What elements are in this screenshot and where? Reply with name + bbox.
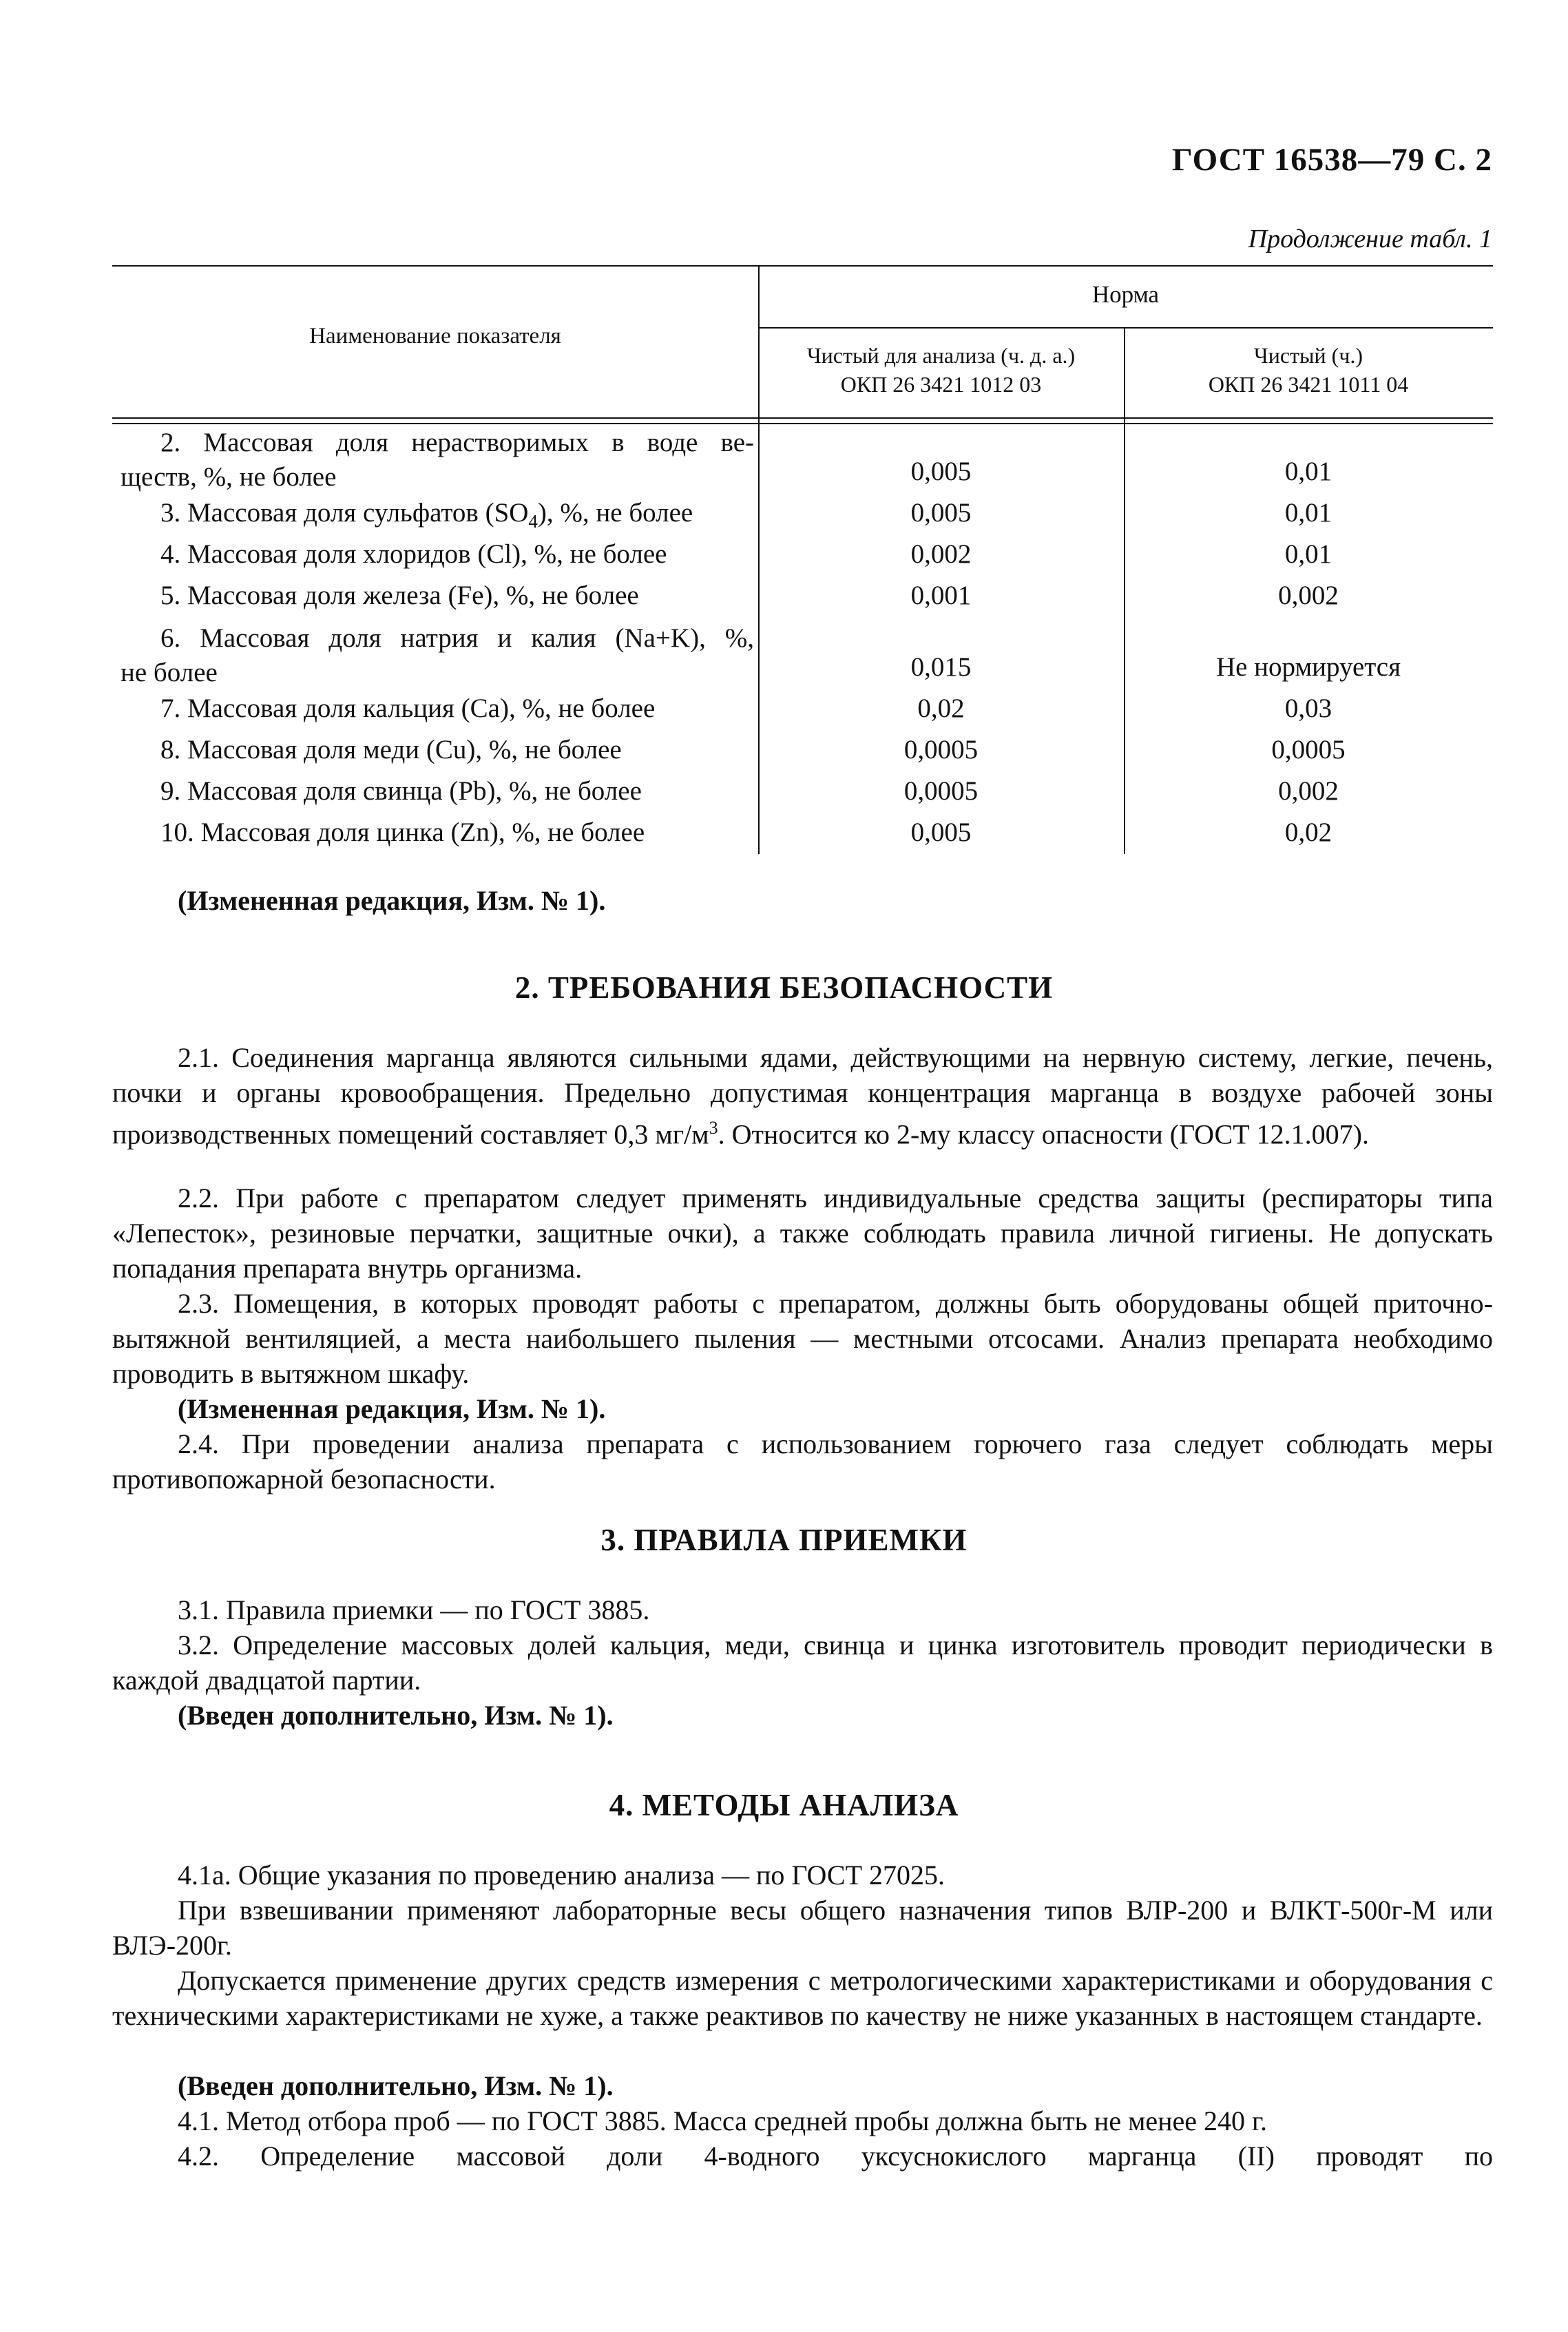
document-header: ГОСТ 16538—79 С. 2 [1171, 142, 1492, 178]
table-caption: Продолжение табл. 1 [1248, 225, 1492, 253]
paragraph-2-4: 2.4. При проведении анализа препарата с использованием горючего газа следует соблюдать меры противопожарной безопасности. [112, 1428, 1493, 1495]
paragraph-4-1: 4.1. Метод отбора проб — по ГОСТ 3885. Масса средней пробы должна быть не менее 240 г. [178, 2105, 1267, 2136]
table-cell-value: 0,005 [910, 457, 972, 486]
paragraph-2-3: 2.3. Помещения, в которых проводят работы с препаратом, должны быть оборудованы общей приточно-вытяжной вентиляцией, а места наибольшего пыления — местными отсосами. Анализ препарата необходимо проводить в вытяжном шкафу. [112, 1288, 1493, 1389]
table-cell-value: 0,0005 [1271, 735, 1346, 764]
table-cell-value: 0,0005 [903, 776, 979, 806]
table-top-rule [112, 265, 1493, 267]
table-row-label: 8. Массовая доля меди (Cu), %, не более [160, 735, 622, 764]
paragraph-2-1-text: 2.1. Соединения марганца являются сильными ядами, действующими на нервную систему, легкие, печень, почки и органы кровообращения. Предельно допустимая концентрация марганца в воздухе рабочей зоны производственных помещений составляет 0,3 мг/м [112, 1042, 1493, 1150]
table-row-label-subscript: 4 [528, 510, 538, 532]
amendment-note: (Введен дополнительно, Изм. № 1). [178, 2070, 614, 2101]
paragraph-3-1: 3.1. Правила приемки — по ГОСТ 3885. [178, 1594, 650, 1625]
table-row-label: 5. Массовая доля железа (Fe), %, не более [160, 581, 639, 610]
table-header-rule [112, 417, 1493, 419]
section-3-title: 3. ПРАВИЛА ПРИЕМКИ [600, 1523, 968, 1557]
paragraph-2-2: 2.2. При работе с препаратом следует применять индивидуальные средства защиты (респираторы типа «Лепесток», резиновые перчатки, защитные очки), а также соблюдать правила личной гигиены. Не допускать попадания препарата внутрь организма. [112, 1183, 1493, 1284]
paragraph-4-1a: 4.1а. Общие указания по проведению анализа — по ГОСТ 27025. [178, 1860, 945, 1891]
table-cell-value: 0,005 [910, 818, 972, 847]
table-cell-value: 0,002 [1278, 776, 1339, 806]
paragraph-4-1a-scales: При взвешивании применяют лабораторные весы общего назначения типов ВЛР-200 и ВЛКТ-500г-М или ВЛЭ-200г. [112, 1895, 1493, 1961]
amendment-note: (Введен дополнительно, Изм. № 1). [178, 1700, 614, 1731]
table-header-norma: Норма [1091, 281, 1160, 308]
table-header-name: Наименование показателя [309, 324, 561, 348]
table-row-label-line2: не более [121, 658, 218, 687]
table-row-label [121, 621, 754, 690]
table-header-col2-line1: Чистый (ч.) [1253, 343, 1363, 368]
amendment-note: (Измененная редакция, Изм. № 1). [178, 885, 606, 916]
table-row-label: 7. Массовая доля кальция (Ca), %, не более [160, 694, 656, 723]
amendment-note: (Измененная редакция, Изм. № 1). [178, 1393, 606, 1424]
table-header-col2 [1124, 341, 1493, 399]
table-cell-value: 0,02 [1284, 818, 1332, 847]
table-header-col2-line2: ОКП 26 3421 1011 04 [1208, 372, 1409, 397]
table-cell-value: 0,002 [910, 539, 972, 569]
table-cell-value: 0,001 [910, 581, 972, 610]
paragraph-2-1 [112, 1040, 1493, 1152]
table-header-col1-line2: ОКП 26 3421 1012 03 [840, 372, 1042, 397]
table-cell-value: 0,01 [1284, 498, 1332, 528]
paragraph-4-1a-other: Допускается применение других средств измерения с метрологическими характеристиками и оборудования с техническими характеристиками не хуже, а также реактивов по качеству не ниже указанных в настоящем стандарте. [112, 1965, 1493, 2031]
table-cell-value: 0,01 [1284, 457, 1332, 486]
paragraph-2-1-superscript: 3 [709, 1118, 718, 1138]
table-cell-value: 0,03 [1284, 694, 1332, 723]
table-header-col1-line1: Чистый для анализа (ч. д. а.) [806, 343, 1076, 368]
table-row-label-line1: 6. Массовая доля натрия и калия (Na+K), %, [160, 623, 754, 653]
section-2-title: 2. ТРЕБОВАНИЯ БЕЗОПАСНОСТИ [514, 970, 1054, 1005]
table-cell-value: 0,02 [917, 694, 965, 723]
table-row-label [121, 496, 754, 539]
table-row-label: 9. Массовая доля свинца (Pb), %, не более [160, 776, 642, 806]
paragraph-4-2: 4.2. Определение массовой доли 4-водного уксуснокислого марганца (II) проводят по [178, 2141, 1493, 2172]
table-row-label-text: 3. Массовая доля сульфатов (SO [160, 498, 529, 528]
table-cell-value: 0,015 [910, 652, 972, 682]
table-row-label [121, 426, 754, 494]
table-norma-rule [758, 327, 1493, 329]
table-cell-value: Не нормируется [1215, 652, 1401, 682]
table-row-label-line1: 2. Массовая доля нерастворимых в воде ве- [160, 428, 754, 457]
table-cell-value: 0,005 [910, 498, 972, 528]
table-row-label-tail: ), %, не более [537, 498, 693, 528]
section-4-title: 4. МЕТОДЫ АНАЛИЗА [609, 1788, 959, 1822]
table-cell-value: 0,0005 [903, 735, 979, 764]
table-cell-value: 0,01 [1284, 539, 1332, 569]
table-header-rule [112, 423, 1493, 424]
table-row-label: 4. Массовая доля хлоридов (Cl), %, не более [160, 539, 667, 569]
table-row-label-line2: ществ, %, не более [121, 462, 337, 492]
table-cell-value: 0,002 [1278, 581, 1339, 610]
table-header-col1 [758, 341, 1124, 399]
table-row-label: 10. Массовая доля цинка (Zn), %, не более [160, 818, 645, 847]
paragraph-3-2: 3.2. Определение массовых долей кальция, меди, свинца и цинка изготовитель проводит периодически в каждой двадцатой партии. [112, 1630, 1493, 1696]
paragraph-2-1-tail: . Относится ко 2-му классу опасности (ГОСТ 12.1.007). [718, 1118, 1369, 1150]
